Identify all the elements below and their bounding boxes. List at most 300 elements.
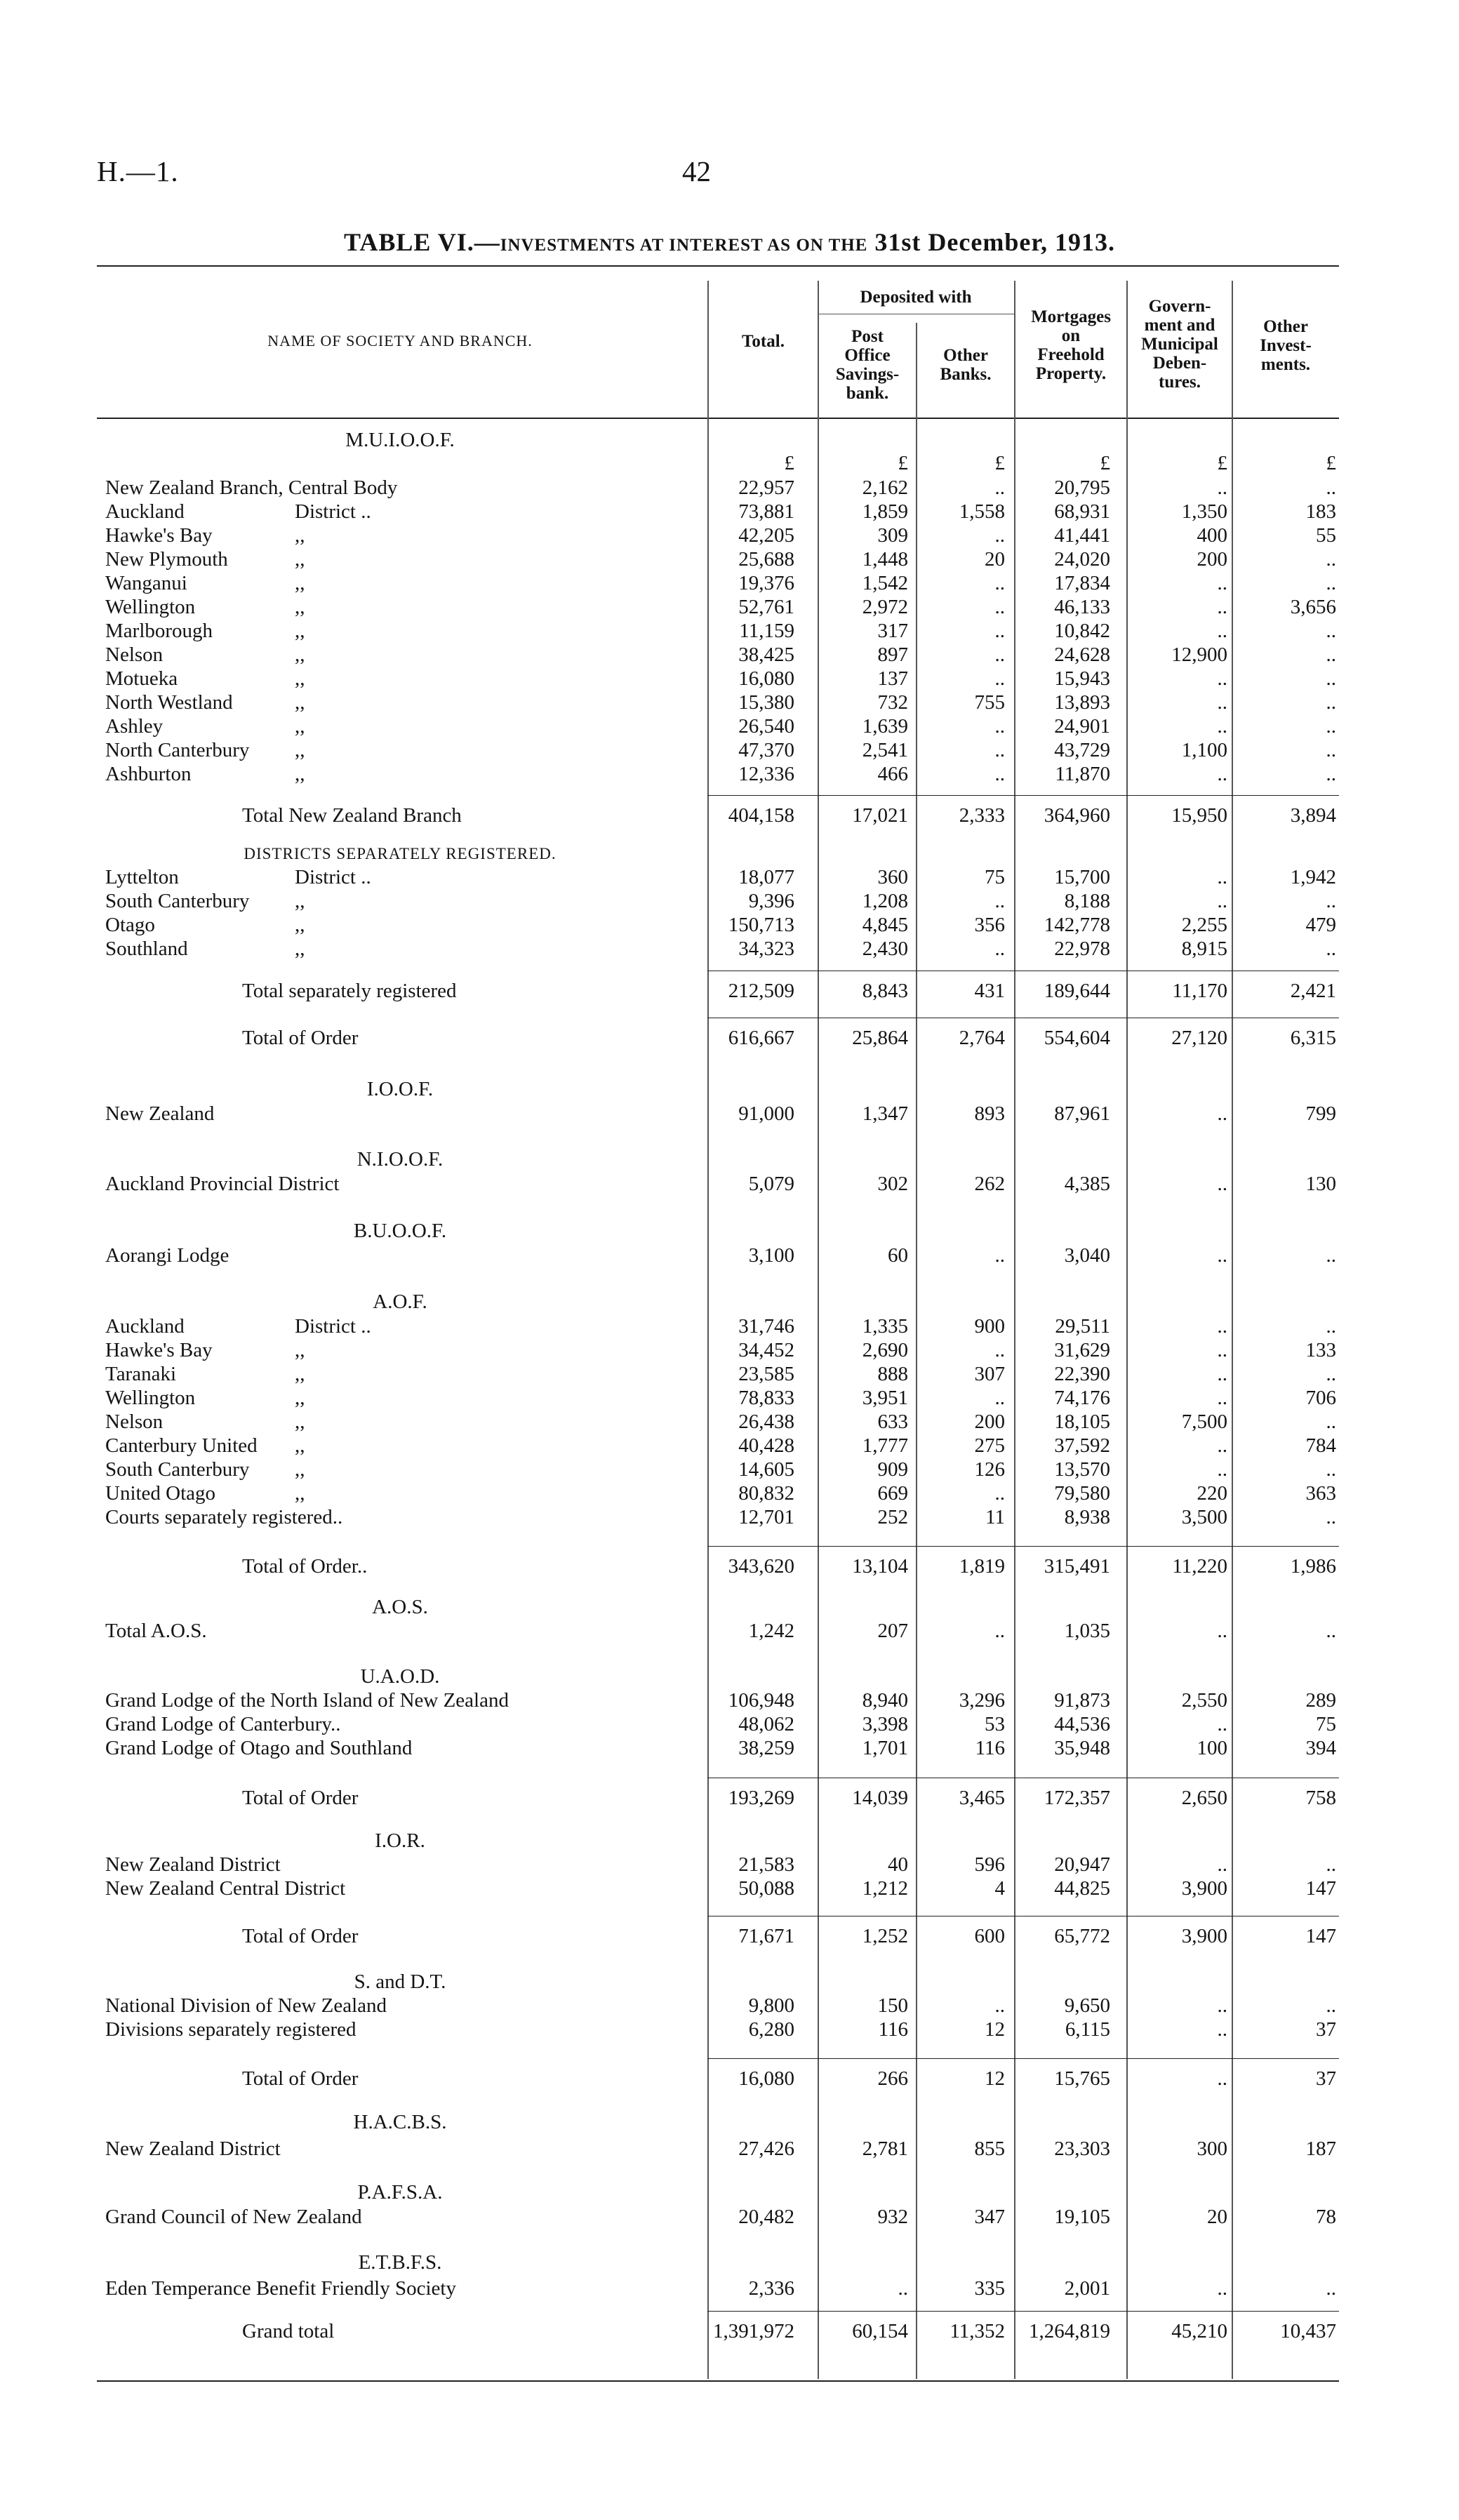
cell-value: 300: [1197, 2138, 1227, 2160]
header-line: ments.: [1260, 355, 1311, 374]
row-name: Grand Lodge of Otago and Southland: [105, 1737, 413, 1759]
cell-value: 2,550: [1181, 1689, 1227, 1712]
total-row: [0, 1554, 1459, 1578]
header-bottom-rule: [97, 418, 1339, 419]
cell-value: ..: [994, 1482, 1005, 1505]
header-line: Office: [844, 346, 891, 365]
table-row: [0, 595, 1459, 619]
cell-value: 60,154: [852, 2320, 908, 2342]
row-name: Nelson: [105, 644, 164, 666]
cell-value: ..: [1217, 572, 1227, 594]
cell-value: 20: [985, 548, 1005, 571]
column-header-other-banks: [917, 346, 1014, 384]
cell-value: ..: [1217, 890, 1227, 912]
cell-value: ..: [1326, 1994, 1336, 2017]
cell-value: 71,671: [738, 1925, 794, 1947]
cell-value: 466: [877, 763, 908, 785]
cell-value: 893: [974, 1102, 1005, 1125]
table-row: [0, 1338, 1459, 1362]
cell-value: ..: [1217, 1434, 1227, 1457]
header-line: Property.: [1035, 364, 1107, 383]
cell-value: 116: [975, 1737, 1005, 1759]
cell-value: 2,764: [959, 1027, 1005, 1049]
cell-value: 220: [1197, 1482, 1227, 1505]
header-line: Municipal: [1141, 335, 1218, 354]
cell-value: 9,650: [1064, 1994, 1110, 2017]
cell-value: 75: [985, 866, 1005, 888]
cell-value: 2,781: [862, 2138, 908, 2160]
cell-value: 4,845: [862, 914, 908, 936]
column-header-total: Total.: [742, 332, 785, 351]
cell-value: 34,452: [738, 1339, 794, 1361]
cell-value: 431: [974, 980, 1005, 1002]
cell-value: ..: [994, 1620, 1005, 1642]
cell-value: ..: [1217, 1339, 1227, 1361]
cell-value: 45,210: [1171, 2320, 1227, 2342]
cell-value: 12,900: [1171, 644, 1227, 666]
cell-value: ..: [1326, 1620, 1336, 1642]
cell-value: 3,900: [1181, 1925, 1227, 1947]
row-name: Aorangi Lodge: [105, 1244, 229, 1267]
section-buoof: B.U.O.O.F.: [353, 1220, 447, 1242]
cell-value: 73,881: [738, 500, 794, 523]
cell-value: 78,833: [738, 1387, 794, 1409]
cell-value: 12: [985, 2067, 1005, 2090]
row-district: ,,: [295, 644, 305, 666]
cell-value: 150,713: [728, 914, 794, 936]
cell-value: ..: [994, 739, 1005, 761]
cell-value: ..: [994, 1244, 1005, 1267]
cell-value: 17,021: [852, 804, 908, 827]
cell-value: 6,315: [1290, 1027, 1336, 1049]
cell-value: 44,536: [1054, 1713, 1110, 1735]
row-name: Nelson: [105, 1411, 164, 1433]
cell-value: 356: [974, 914, 1005, 936]
header-line: on: [1061, 326, 1081, 345]
table-title: [0, 227, 1459, 257]
cell-value: 3,900: [1181, 1877, 1227, 1900]
cell-value: 364,960: [1044, 804, 1110, 827]
cell-value: 50,088: [738, 1877, 794, 1900]
total-row: [0, 804, 1459, 827]
table-row: [0, 667, 1459, 691]
cell-value: ..: [994, 476, 1005, 499]
cell-value: 2,972: [862, 596, 908, 618]
cell-value: 37,592: [1054, 1434, 1110, 1457]
row-name: Grand total: [242, 2320, 335, 2342]
cell-value: 20,482: [738, 2206, 794, 2228]
cell-value: ..: [898, 2277, 908, 2300]
cell-value: 1,859: [862, 500, 908, 523]
cell-value: 22,390: [1054, 1363, 1110, 1385]
cell-value: 1,212: [862, 1877, 908, 1900]
cell-value: 252: [877, 1506, 908, 1528]
currency-symbol: £: [784, 452, 794, 474]
cell-value: 2,650: [1181, 1787, 1227, 1809]
cell-value: 596: [974, 1853, 1005, 1876]
cell-value: 19,105: [1054, 2206, 1110, 2228]
cell-value: 11,870: [1055, 763, 1110, 785]
cell-value: ..: [1217, 596, 1227, 618]
header-line: ment and: [1144, 316, 1215, 335]
cell-value: ..: [1217, 1853, 1227, 1876]
cell-value: 80,832: [738, 1482, 794, 1505]
row-district: ,,: [295, 1482, 305, 1505]
cell-value: 147: [1305, 1877, 1336, 1900]
cell-value: 14,039: [852, 1787, 908, 1809]
total-rule: [707, 795, 1339, 796]
table-row: [0, 500, 1459, 524]
cell-value: 18,105: [1054, 1411, 1110, 1433]
row-name: Otago: [105, 914, 155, 936]
cell-value: 307: [974, 1363, 1005, 1385]
table-row: [0, 619, 1459, 643]
row-name: Marlborough: [105, 620, 213, 642]
cell-value: 37: [1316, 2067, 1336, 2090]
section-etbfs: E.T.B.F.S.: [358, 2251, 442, 2274]
cell-value: 1,391,972: [713, 2320, 794, 2342]
row-name: New Zealand District: [105, 2138, 281, 2160]
cell-value: 732: [877, 691, 908, 714]
cell-value: 8,938: [1064, 1506, 1110, 1528]
total-row: [0, 2067, 1459, 2091]
cell-value: 7,500: [1181, 1411, 1227, 1433]
title-date: 31st December, 1913.: [874, 228, 1116, 256]
cell-value: 13,893: [1054, 691, 1110, 714]
cell-value: 48,062: [738, 1713, 794, 1735]
cell-value: ..: [994, 667, 1005, 690]
cell-value: 34,323: [738, 938, 794, 960]
cell-value: ..: [1326, 739, 1336, 761]
row-name: Total New Zealand Branch: [242, 804, 462, 827]
cell-value: 4: [994, 1877, 1005, 1900]
row-name: Total of Order: [242, 1787, 359, 1809]
cell-value: ..: [1326, 667, 1336, 690]
cell-value: ..: [1217, 1620, 1227, 1642]
cell-value: 10,842: [1054, 620, 1110, 642]
row-district: ,,: [295, 938, 305, 960]
table-row: [0, 547, 1459, 571]
cell-value: 26,540: [738, 715, 794, 738]
cell-value: 2,255: [1181, 914, 1227, 936]
cell-value: 10,437: [1280, 2320, 1336, 2342]
cell-value: 2,333: [959, 804, 1005, 827]
cell-value: 3,040: [1064, 1244, 1110, 1267]
row-name: New Zealand District: [105, 1853, 281, 1876]
cell-value: 275: [974, 1434, 1005, 1457]
cell-value: 317: [877, 620, 908, 642]
cell-value: 1,986: [1290, 1555, 1336, 1578]
cell-value: ..: [994, 1339, 1005, 1361]
cell-value: 3,894: [1290, 804, 1336, 827]
table-row: [0, 691, 1459, 714]
row-name: Eden Temperance Benefit Friendly Society: [105, 2277, 456, 2300]
title-lead: TABLE VI.—: [343, 228, 500, 256]
row-name: Courts separately registered..: [105, 1506, 343, 1528]
cell-value: 8,940: [862, 1689, 908, 1712]
row-name: South Canterbury: [105, 890, 250, 912]
cell-value: ..: [994, 938, 1005, 960]
cell-value: ..: [994, 644, 1005, 666]
row-name: New Zealand Branch, Central Body: [105, 476, 398, 499]
cell-value: 60: [888, 1244, 908, 1267]
table-row: [0, 1481, 1459, 1505]
row-district: ,,: [295, 548, 305, 571]
currency-symbol: £: [1217, 452, 1227, 474]
cell-value: ..: [994, 524, 1005, 547]
cell-value: 289: [1305, 1689, 1336, 1712]
cell-value: 2,336: [748, 2277, 794, 2300]
cell-value: 3,398: [862, 1713, 908, 1735]
row-district: ,,: [295, 1458, 305, 1481]
cell-value: 3,500: [1181, 1506, 1227, 1528]
cell-value: 20: [1207, 2206, 1227, 2228]
row-name: Wellington: [105, 596, 196, 618]
row-name: Canterbury United: [105, 1434, 258, 1457]
cell-value: ..: [1217, 1713, 1227, 1735]
cell-value: 15,943: [1054, 667, 1110, 690]
cell-value: 394: [1305, 1737, 1336, 1759]
cell-value: 404,158: [728, 804, 794, 827]
table-row: [0, 738, 1459, 762]
cell-value: 27,426: [738, 2138, 794, 2160]
cell-value: 554,604: [1044, 1027, 1110, 1049]
cell-value: ..: [1217, 1363, 1227, 1385]
cell-value: ..: [994, 890, 1005, 912]
table-row: [0, 1244, 1459, 1267]
cell-value: ..: [1217, 1102, 1227, 1125]
cell-value: 11,170: [1172, 980, 1227, 1002]
cell-value: 13,570: [1054, 1458, 1110, 1481]
cell-value: 43,729: [1054, 739, 1110, 761]
cell-value: 183: [1305, 500, 1336, 523]
section-pafsa: P.A.F.S.A.: [357, 2181, 443, 2204]
cell-value: 1,035: [1064, 1620, 1110, 1642]
cell-value: ..: [994, 763, 1005, 785]
cell-value: 200: [1197, 548, 1227, 571]
cell-value: 1,264,819: [1029, 2320, 1110, 2342]
cell-value: 38,259: [738, 1737, 794, 1759]
cell-value: ..: [1326, 938, 1336, 960]
header-line: Banks.: [940, 365, 992, 384]
cell-value: ..: [1217, 667, 1227, 690]
cell-value: 897: [877, 644, 908, 666]
table-row: [0, 1505, 1459, 1529]
cell-value: 21,583: [738, 1853, 794, 1876]
cell-value: 8,188: [1064, 890, 1110, 912]
currency-symbol: £: [1326, 452, 1336, 474]
table-row: [0, 1876, 1459, 1900]
row-name: Total of Order..: [242, 1555, 368, 1578]
currency-symbol: £: [1100, 452, 1110, 474]
cell-value: 40: [888, 1853, 908, 1876]
row-name: Ashley: [105, 715, 164, 738]
cell-value: 68,931: [1054, 500, 1110, 523]
cell-value: ..: [1326, 548, 1336, 571]
row-district: ,,: [295, 572, 305, 594]
row-district: ,,: [295, 1434, 305, 1457]
cell-value: ..: [1217, 1173, 1227, 1195]
row-district: ,,: [295, 691, 305, 714]
section-ior: I.O.R.: [375, 1829, 425, 1852]
header-line: Other: [943, 346, 988, 365]
cell-value: 1,777: [862, 1434, 908, 1457]
table-row: [0, 1619, 1459, 1643]
table-row: [0, 1172, 1459, 1196]
cell-value: ..: [1217, 2067, 1227, 2090]
cell-value: 24,020: [1054, 548, 1110, 571]
row-name: Total of Order: [242, 1027, 359, 1049]
section-aof: A.O.F.: [373, 1291, 427, 1313]
cell-value: 15,950: [1171, 804, 1227, 827]
cell-value: 3,656: [1290, 596, 1336, 618]
header-line: Govern-: [1148, 297, 1211, 316]
header-line: Invest-: [1260, 336, 1312, 355]
table-row: [0, 1688, 1459, 1712]
row-name: South Canterbury: [105, 1458, 250, 1481]
header-line: Savings-: [835, 365, 900, 384]
cell-value: 38,425: [738, 644, 794, 666]
cell-value: ..: [1217, 1315, 1227, 1338]
cell-value: ..: [1217, 476, 1227, 499]
cell-value: 706: [1305, 1387, 1336, 1409]
cell-value: ..: [1326, 572, 1336, 594]
cell-value: 755: [974, 691, 1005, 714]
row-name: North Canterbury: [105, 739, 250, 761]
cell-value: 2,421: [1290, 980, 1336, 1002]
cell-value: ..: [1326, 620, 1336, 642]
total-row: [0, 979, 1459, 1003]
row-name: Southland: [105, 938, 188, 960]
table-row: [0, 1362, 1459, 1386]
header-line: bank.: [846, 384, 889, 403]
section-sdt: S. and D.T.: [354, 1971, 446, 1993]
cell-value: 335: [974, 2277, 1005, 2300]
row-name: New Zealand: [105, 1102, 215, 1125]
cell-value: 11,352: [950, 2320, 1005, 2342]
cell-value: 189,644: [1044, 980, 1110, 1002]
row-name: Wellington: [105, 1387, 196, 1409]
row-district: ,,: [295, 890, 305, 912]
column-header-government: [1128, 297, 1232, 392]
table-row: [0, 937, 1459, 961]
cell-value: 9,396: [748, 890, 794, 912]
cell-value: 52,761: [738, 596, 794, 618]
cell-value: 5,079: [748, 1173, 794, 1195]
table-row: [0, 2137, 1459, 2161]
header-line: Freehold: [1037, 345, 1105, 364]
cell-value: 142,778: [1044, 914, 1110, 936]
cell-value: 2,001: [1064, 2277, 1110, 2300]
cell-value: 3,951: [862, 1387, 908, 1409]
row-name: Total A.O.S.: [105, 1620, 207, 1642]
cell-value: 31,629: [1054, 1339, 1110, 1361]
cell-value: 137: [877, 667, 908, 690]
cell-value: ..: [1217, 866, 1227, 888]
cell-value: 18,077: [738, 866, 794, 888]
cell-value: 75: [1316, 1713, 1336, 1735]
cell-value: 16,080: [738, 667, 794, 690]
cell-value: 79,580: [1054, 1482, 1110, 1505]
cell-value: 1,347: [862, 1102, 908, 1125]
cell-value: 6,280: [748, 2018, 794, 2041]
row-name: Taranaki: [105, 1363, 177, 1385]
currency-symbol: £: [898, 452, 908, 474]
cell-value: 25,864: [852, 1027, 908, 1049]
row-name: Motueka: [105, 667, 178, 690]
cell-value: ..: [994, 715, 1005, 738]
row-name: Lyttelton: [105, 866, 179, 888]
row-district: ,,: [295, 620, 305, 642]
cell-value: 479: [1305, 914, 1336, 936]
cell-value: 106,948: [728, 1689, 794, 1712]
cell-value: 22,978: [1054, 938, 1110, 960]
cell-value: ..: [1217, 2018, 1227, 2041]
cell-value: ..: [1326, 1411, 1336, 1433]
cell-value: 15,765: [1054, 2067, 1110, 2090]
cell-value: 100: [1197, 1737, 1227, 1759]
cell-value: 130: [1305, 1173, 1336, 1195]
table-row: [0, 913, 1459, 937]
cell-value: 1,701: [862, 1737, 908, 1759]
row-district: ,,: [295, 715, 305, 738]
section-uaod: U.A.O.D.: [360, 1665, 440, 1688]
row-name: Auckland Provincial District: [105, 1173, 340, 1195]
cell-value: ..: [1326, 890, 1336, 912]
page-code: H.—1.: [97, 155, 179, 187]
table-row: [0, 643, 1459, 667]
cell-value: 23,585: [738, 1363, 794, 1385]
cell-value: 16,080: [738, 2067, 794, 2090]
cell-value: 12,336: [738, 763, 794, 785]
row-district: ,,: [295, 1411, 305, 1433]
cell-value: ..: [1326, 1315, 1336, 1338]
cell-value: ..: [994, 596, 1005, 618]
cell-value: 900: [974, 1315, 1005, 1338]
section-muioof: M.U.I.O.O.F.: [345, 429, 455, 451]
cell-value: 1,942: [1290, 866, 1336, 888]
table-row: [0, 865, 1459, 889]
cell-value: 1,208: [862, 890, 908, 912]
row-district: District ..: [295, 500, 371, 523]
cell-value: 29,511: [1055, 1315, 1110, 1338]
cell-value: 19,376: [738, 572, 794, 594]
table-row: [0, 524, 1459, 547]
cell-value: 262: [974, 1173, 1005, 1195]
cell-value: 1,335: [862, 1315, 908, 1338]
row-district: ,,: [295, 763, 305, 785]
table-bottom-rule: [97, 2380, 1339, 2382]
cell-value: 1,542: [862, 572, 908, 594]
cell-value: 12,701: [738, 1506, 794, 1528]
cell-value: 200: [974, 1411, 1005, 1433]
total-rule: [707, 2311, 1339, 2312]
cell-value: 6,115: [1065, 2018, 1110, 2041]
cell-value: 14,605: [738, 1458, 794, 1481]
header-line: Deben-: [1152, 354, 1207, 373]
row-name: Total separately registered: [242, 980, 457, 1002]
header-line: Other: [1263, 317, 1308, 336]
cell-value: 193,269: [728, 1787, 794, 1809]
cell-value: 1,448: [862, 548, 908, 571]
cell-value: 47,370: [738, 739, 794, 761]
cell-value: ..: [1326, 476, 1336, 499]
row-district: ,,: [295, 596, 305, 618]
total-rule: [707, 2058, 1339, 2059]
cell-value: 9,800: [748, 1994, 794, 2017]
cell-value: 3,465: [959, 1787, 1005, 1809]
cell-value: 1,819: [959, 1555, 1005, 1578]
